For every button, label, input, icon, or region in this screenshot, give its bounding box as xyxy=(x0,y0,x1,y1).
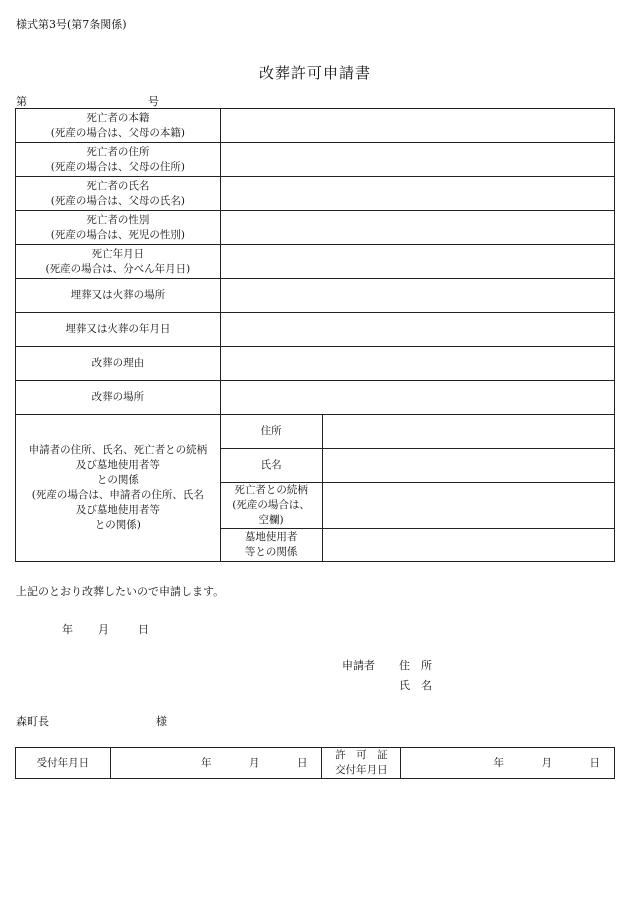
receipt-table xyxy=(15,747,615,779)
number-suffix: 号 xyxy=(148,95,159,108)
applicant-block-label: 申請者の住所、氏名、死亡者との続柄 及び墓地使用者等 との関係 (死産の場合は、申請者の住所、氏名 及び墓地使用者等 との関係) xyxy=(16,415,221,562)
page-title: 改葬許可申請書 xyxy=(258,64,371,82)
field-honseki[interactable] xyxy=(220,109,614,143)
field-deceased-address[interactable] xyxy=(220,143,614,177)
statement: 上記のとおり改葬したいので申請します。 xyxy=(16,585,225,598)
field-applicant-name[interactable] xyxy=(322,449,615,483)
applicant-sign-address: 申請者 住 所 xyxy=(342,659,432,672)
field-deceased-sex[interactable] xyxy=(220,211,614,245)
application-table xyxy=(15,108,615,562)
sub-label-name: 氏名 xyxy=(220,449,322,483)
row-label-burial-place: 埋葬又は火葬の場所 xyxy=(16,279,221,313)
row-label-death-date: 死亡年月日 (死産の場合は、分べん年月日) xyxy=(16,245,221,279)
field-relation[interactable] xyxy=(322,483,615,529)
sub-label-address: 住所 xyxy=(220,415,322,449)
row-label-reason: 改葬の理由 xyxy=(16,347,221,381)
row-label-name: 死亡者の氏名 (死産の場合は、父母の氏名) xyxy=(16,177,221,211)
field-received-date[interactable]: 年 月 日 xyxy=(110,748,322,779)
row-label-address: 死亡者の住所 (死産の場合は、父母の住所) xyxy=(16,143,221,177)
row-label-new-place: 改葬の場所 xyxy=(16,381,221,415)
field-death-date[interactable] xyxy=(220,245,614,279)
sub-label-owner-relation: 墓地使用者 等との関係 xyxy=(220,529,322,562)
number-prefix: 第 xyxy=(16,95,27,108)
row-label-sex: 死亡者の性別 (死産の場合は、死児の性別) xyxy=(16,211,221,245)
document-number-line xyxy=(16,93,166,109)
field-burial-date[interactable] xyxy=(220,313,614,347)
row-label-burial-date: 埋葬又は火葬の年月日 xyxy=(16,313,221,347)
application-date: 年 月 日 xyxy=(62,623,149,636)
permit-issue-date-label: 許 可 証 交付年月日 xyxy=(322,748,401,779)
addressee-mayor: 森町長 xyxy=(16,715,49,728)
form-number: 様式第3号(第7条関係) xyxy=(16,18,127,31)
field-deceased-name[interactable] xyxy=(220,177,614,211)
field-applicant-address[interactable] xyxy=(322,415,615,449)
addressee-sama: 様 xyxy=(156,715,167,728)
field-new-place[interactable] xyxy=(220,381,614,415)
field-owner-relation[interactable] xyxy=(322,529,615,562)
sub-label-relation: 死亡者との続柄 (死産の場合は、 空欄) xyxy=(220,483,322,529)
received-date-label: 受付年月日 xyxy=(16,748,111,779)
field-permit-issue-date[interactable]: 年 月 日 xyxy=(401,748,615,779)
applicant-sign-name: 氏 名 xyxy=(399,679,432,692)
row-label-honseki: 死亡者の本籍 (死産の場合は、父母の本籍) xyxy=(16,109,221,143)
field-reason[interactable] xyxy=(220,347,614,381)
field-burial-place[interactable] xyxy=(220,279,614,313)
